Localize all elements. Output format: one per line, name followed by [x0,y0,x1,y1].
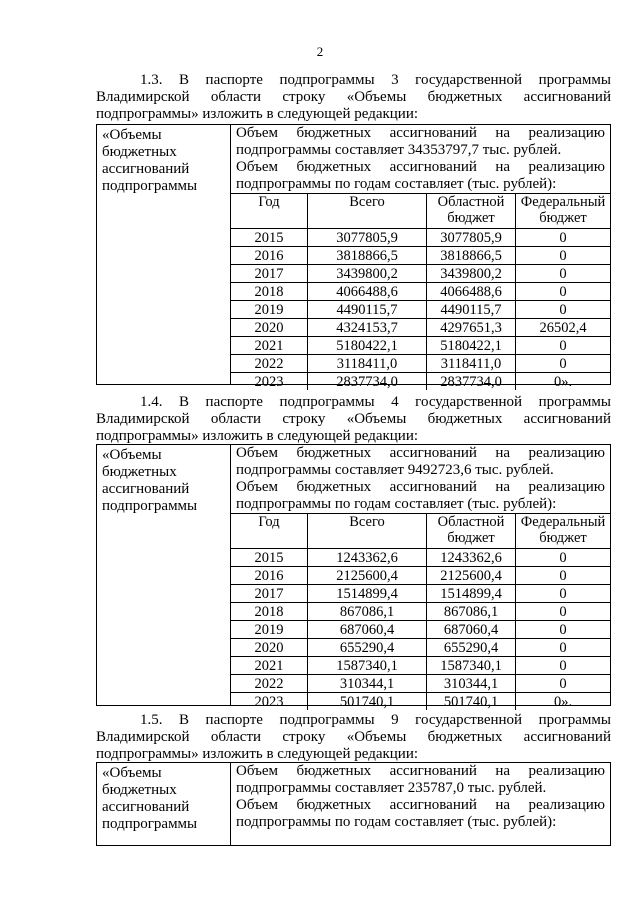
cell-federal: 0 [516,301,611,319]
header-regional: Областной бюджет [427,514,516,549]
label-line: «Объемы [102,127,162,143]
cell-total: 4324153,7 [308,319,427,337]
cell-regional: 3818866,5 [427,247,516,265]
cell-year: 2015 [231,549,308,567]
cell-year: 2018 [231,283,308,301]
cell-federal: 0 [516,229,611,247]
cell-federal: 26502,4 [516,319,611,337]
cell-regional: 4297651,3 [427,319,516,337]
cell-total: 3818866,5 [308,247,427,265]
cell-regional: 655290,4 [427,639,516,657]
funding-table [231,513,610,710]
label-line: «Объемы [102,447,162,463]
cell-year: 2023 [231,373,308,391]
summary-line: подпрограммы составляет 9492723,6 тыс. рублей. [236,462,554,478]
cell-total: 1243362,6 [308,549,427,567]
cell-regional: 1587340,1 [427,657,516,675]
table-row [231,675,610,693]
table-row [231,657,610,675]
cell-total: 5180422,1 [308,337,427,355]
cell-total: 3118411,0 [308,355,427,373]
cell-federal: 0 [516,337,611,355]
label-line: бюджетных [102,144,177,160]
cell-regional: 867086,1 [427,603,516,621]
cell-total: 655290,4 [308,639,427,657]
cell-regional: 2125600,4 [427,567,516,585]
label-line: ассигнований [102,161,190,177]
intro-line: подпрограммы» изложить в следующей редакции: [96,106,419,122]
summary-line: Объем бюджетных ассигнований на реализацию [236,159,605,175]
cell-total: 1587340,1 [308,657,427,675]
intro-line: подпрограммы» изложить в следующей редакции: [96,428,419,444]
cell-year: 2017 [231,585,308,603]
summary-line: Объем бюджетных ассигнований на реализацию [236,763,605,779]
cell-year: 2021 [231,657,308,675]
cell-total: 4490115,7 [308,301,427,319]
table-row [231,373,610,391]
table-row [231,247,610,265]
volume-summary [231,125,610,193]
section-1-3-box [96,124,611,390]
cell-total: 310344,1 [308,675,427,693]
cell-regional: 2837734,0 [427,373,516,391]
cell-total: 2125600,4 [308,567,427,585]
volume-label [97,125,231,384]
summary-line: подпрограммы по годам составляет (тыс. рублей): [236,814,557,830]
header-total: Всего [308,194,427,229]
summary-line: подпрограммы по годам составляет (тыс. рублей): [236,496,557,512]
intro-line: 1.5. В паспорте подпрограммы 9 государственной программы [140,712,611,728]
cell-federal: 0 [516,567,611,585]
intro-line: Владимирской области строку «Объемы бюджетных ассигнований [96,411,611,427]
table-row [231,229,610,247]
table-row [231,585,610,603]
cell-year: 2016 [231,567,308,585]
table-row [231,265,610,283]
cell-total: 867086,1 [308,603,427,621]
cell-regional: 3439800,2 [427,265,516,283]
cell-year: 2021 [231,337,308,355]
table-row [231,621,610,639]
cell-federal: 0 [516,549,611,567]
section-1-5-intro [96,712,611,763]
cell-year: 2022 [231,675,308,693]
cell-regional: 4066488,6 [427,283,516,301]
summary-line: подпрограммы по годам составляет (тыс. рублей): [236,176,557,192]
cell-year: 2022 [231,355,308,373]
header-year: Год [231,514,308,549]
cell-total: 3439800,2 [308,265,427,283]
cell-year: 2023 [231,693,308,711]
table-row [231,639,610,657]
summary-line: подпрограммы составляет 34353797,7 тыс. рублей. [236,142,562,158]
section-1-5-box [96,762,611,846]
intro-line: Владимирской области строку «Объемы бюджетных ассигнований [96,729,611,745]
header-year: Год [231,194,308,229]
label-line: «Объемы [102,765,162,781]
volume-summary [231,445,610,513]
section-1-4-box [96,444,611,710]
table-header-row [231,194,610,229]
label-line: ассигнований [102,481,190,497]
funding-table [231,193,610,390]
section-1-4-intro [96,394,611,445]
label-line: подпрограммы [102,498,198,514]
cell-federal: 0 [516,247,611,265]
volume-content [231,445,610,710]
intro-line: 1.3. В паспорте подпрограммы 3 государственной программы [140,72,611,88]
cell-federal: 0». [516,373,611,391]
table-row [231,603,610,621]
header-total: Всего [308,514,427,549]
table-row [231,337,610,355]
intro-line: Владимирской области строку «Объемы бюджетных ассигнований [96,89,611,105]
table-row [231,549,610,567]
cell-regional: 1514899,4 [427,585,516,603]
cell-year: 2016 [231,247,308,265]
header-federal: Федеральный бюджет [516,514,611,549]
cell-federal: 0». [516,693,611,711]
table-row [231,567,610,585]
table-row [231,283,610,301]
cell-regional: 3118411,0 [427,355,516,373]
intro-line: 1.4. В паспорте подпрограммы 4 государственной программы [140,394,611,410]
cell-total: 3077805,9 [308,229,427,247]
cell-total: 2837734,0 [308,373,427,391]
section-1-3-intro [96,72,611,123]
label-line: бюджетных [102,464,177,480]
summary-line: Объем бюджетных ассигнований на реализацию [236,445,605,461]
cell-total: 501740,1 [308,693,427,711]
volume-label [97,445,231,705]
page-number: 2 [316,44,324,59]
table-row [231,319,610,337]
label-line: подпрограммы [102,816,198,832]
header-federal: Федеральный бюджет [516,194,611,229]
cell-total: 4066488,6 [308,283,427,301]
volume-summary [231,763,610,831]
intro-line: подпрограммы» изложить в следующей редакции: [96,746,419,762]
cell-regional: 5180422,1 [427,337,516,355]
label-line: бюджетных [102,782,177,798]
volume-content [231,125,610,390]
cell-total: 1514899,4 [308,585,427,603]
volume-content [231,763,610,831]
summary-line: Объем бюджетных ассигнований на реализацию [236,479,605,495]
table-row [231,693,610,711]
cell-total: 687060,4 [308,621,427,639]
cell-federal: 0 [516,675,611,693]
summary-line: Объем бюджетных ассигнований на реализацию [236,125,605,141]
label-line: подпрограммы [102,178,198,194]
cell-regional: 4490115,7 [427,301,516,319]
cell-year: 2020 [231,639,308,657]
cell-year: 2017 [231,265,308,283]
cell-regional: 310344,1 [427,675,516,693]
volume-label [97,763,231,845]
cell-year: 2019 [231,301,308,319]
label-line: ассигнований [102,799,190,815]
table-row [231,301,610,319]
cell-year: 2019 [231,621,308,639]
cell-federal: 0 [516,283,611,301]
cell-federal: 0 [516,621,611,639]
cell-regional: 3077805,9 [427,229,516,247]
header-regional: Областной бюджет [427,194,516,229]
cell-federal: 0 [516,639,611,657]
cell-year: 2018 [231,603,308,621]
cell-federal: 0 [516,265,611,283]
cell-year: 2015 [231,229,308,247]
table-row [231,355,610,373]
summary-line: подпрограммы составляет 235787,0 тыс. рублей. [236,780,547,796]
cell-federal: 0 [516,585,611,603]
cell-regional: 1243362,6 [427,549,516,567]
cell-federal: 0 [516,657,611,675]
summary-line: Объем бюджетных ассигнований на реализацию [236,797,605,813]
cell-regional: 501740,1 [427,693,516,711]
cell-regional: 687060,4 [427,621,516,639]
cell-year: 2020 [231,319,308,337]
cell-federal: 0 [516,355,611,373]
table-header-row [231,514,610,549]
cell-federal: 0 [516,603,611,621]
